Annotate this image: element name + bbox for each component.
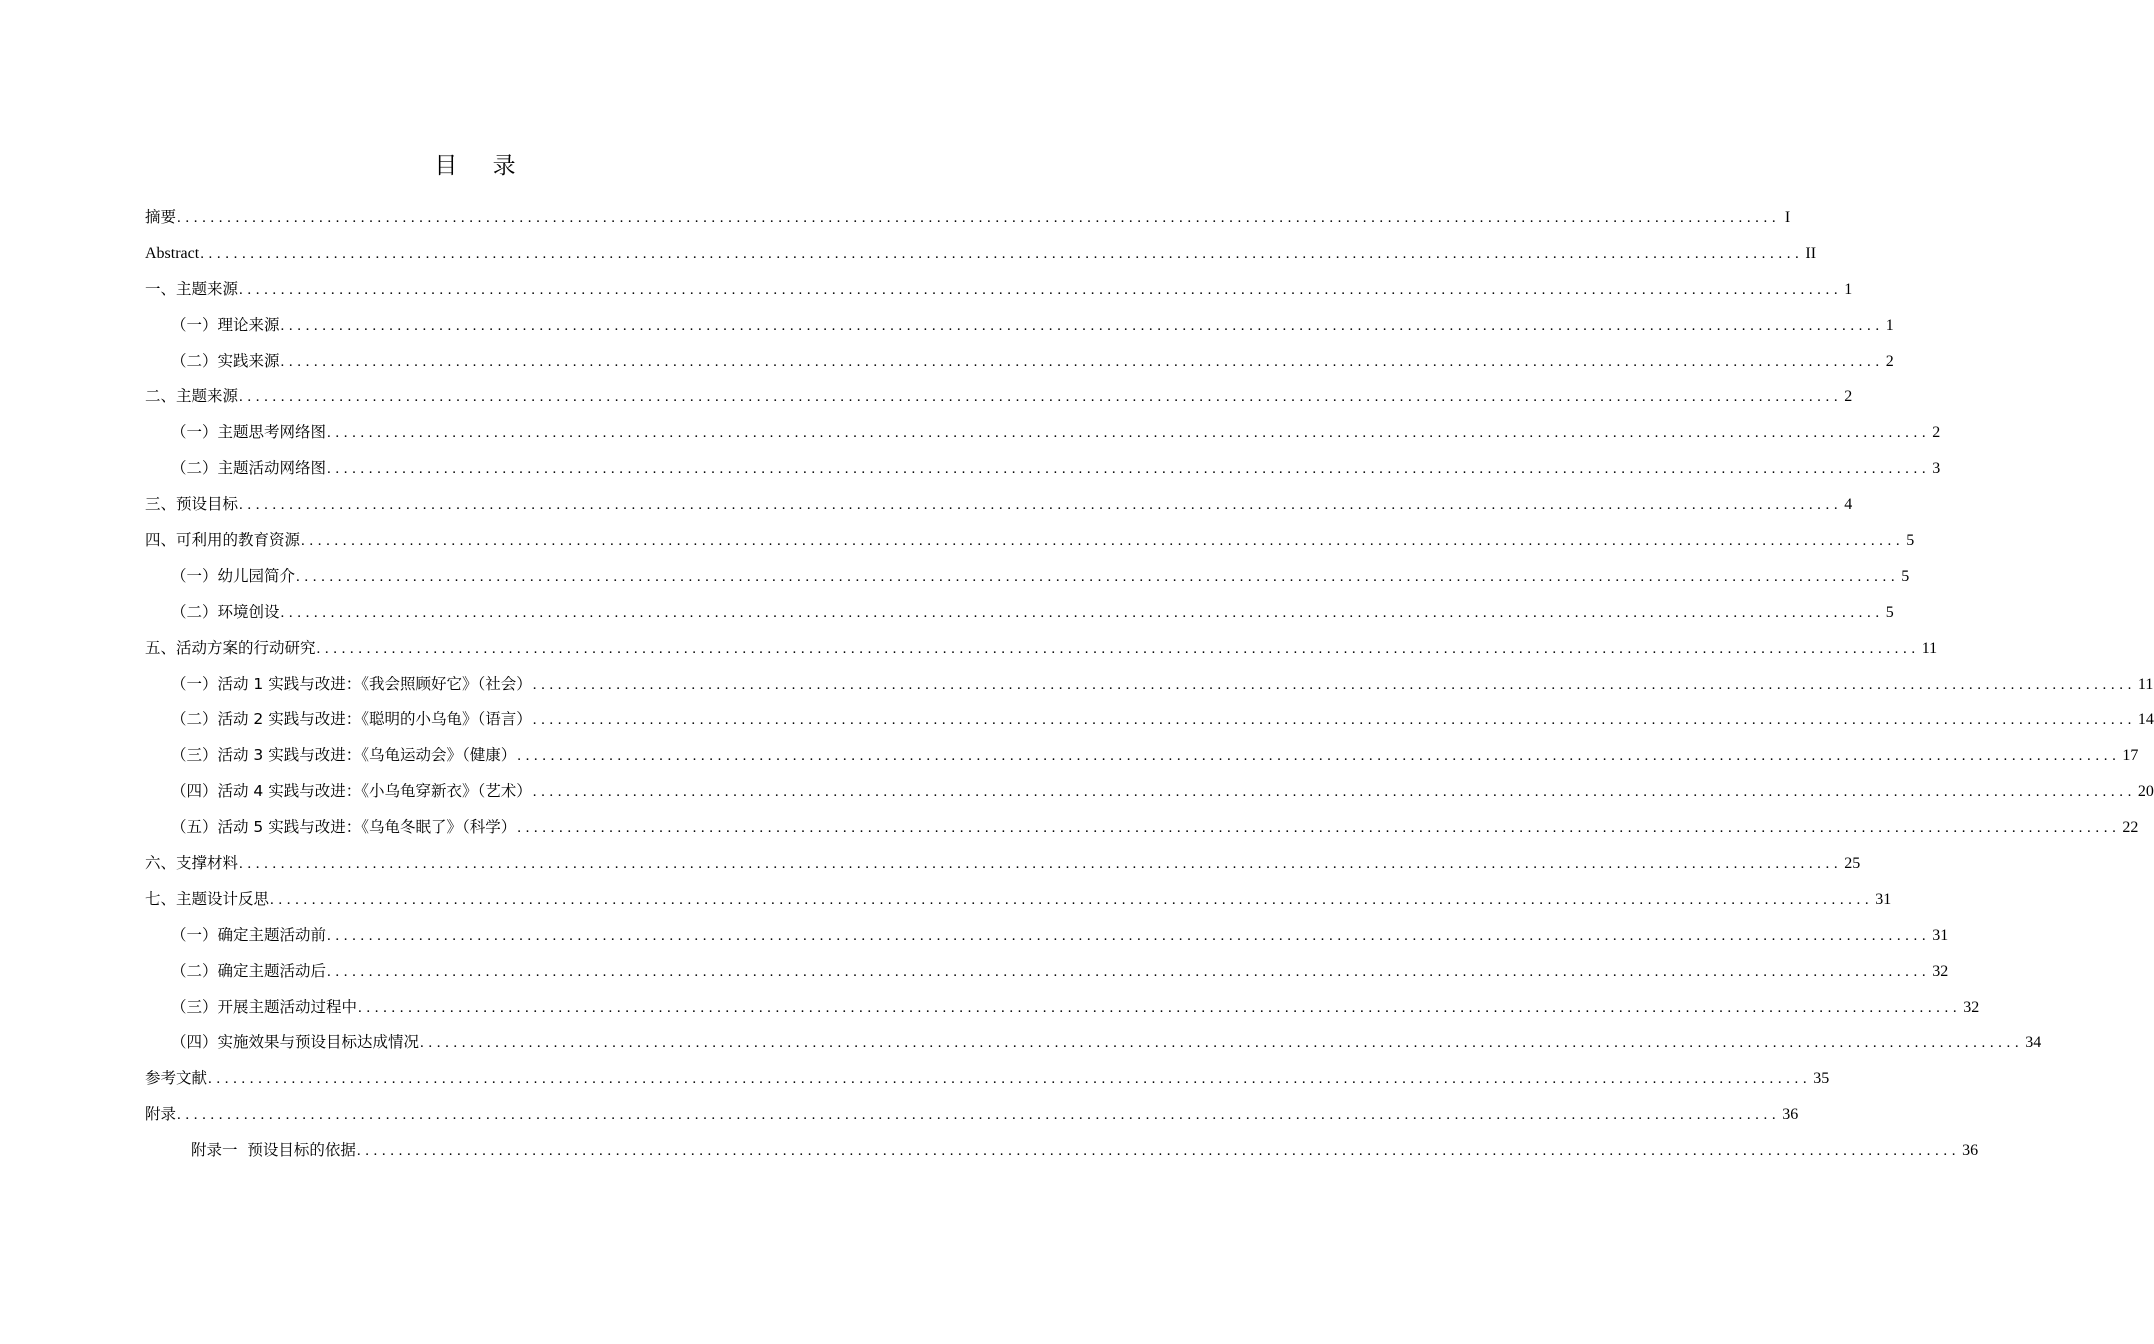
toc-entry-label: 参考文献 [145,1069,208,1088]
toc-entry-section-2[interactable] [145,379,1853,415]
toc-entry-page: 32 [1932,962,1949,980]
toc-entry-page: 20 [2137,783,2154,801]
toc-leader-dots: ................................................................................................................................................................................................ [532,676,2136,693]
toc-leader-dots: ................................................................................................................................................................................................ [177,210,1781,226]
toc-entry-page: I [1784,209,1791,226]
toc-entry-label: 四、可利用的教育资源 [145,531,301,550]
toc-entry-section-3[interactable] [145,487,1853,523]
toc-entry-page: 2 [1932,424,1941,442]
toc-entry-page: 11 [2137,675,2154,693]
toc-leader-dots: ................................................................................................................................................................................................ [280,317,1884,334]
toc-entry-label: 三、预设目标 [145,495,239,514]
toc-leader-dots: ................................................................................................................................................................................................ [532,784,2136,801]
toc-entry-label: （二）实践来源 [171,351,280,370]
toc-entry-section-4[interactable] [145,523,1915,559]
toc-entry-appendix[interactable] [145,1097,1799,1133]
toc-entry-page: 1 [1844,280,1853,298]
toc-entry-page: 34 [2025,1034,2042,1052]
toc-leader-dots: ................................................................................................................................................................................................ [316,640,1920,657]
toc-entry-label: （一）主题思考网络图 [171,423,327,442]
toc-entry-page: 5 [1906,532,1915,550]
toc-leader-dots: ................................................................................................................................................................................................ [177,1107,1781,1124]
toc-entry-page: 25 [1844,855,1861,873]
toc-entry-label: （一）幼儿园简介 [171,566,296,585]
toc-entry-section-7-2[interactable] [145,954,1949,990]
toc-leader-dots: ................................................................................................................................................................................................ [358,999,1962,1016]
toc-entry-page: 11 [1921,639,1938,657]
toc-entry-page: 3 [1932,460,1941,478]
toc-entry-abstract-cn[interactable] [145,200,1791,236]
toc-leader-dots: ................................................................................................................................................................................................ [327,927,1931,944]
toc-entry-page: 36 [1962,1142,1979,1160]
toc-entry-page: 22 [2122,819,2139,837]
toc-entry-label: （二）环境创设 [171,602,280,621]
toc-entry-page: 2 [1844,388,1853,406]
toc-entry-abstract-en[interactable] [145,236,1817,272]
toc-entry-section-2-1[interactable] [145,415,1941,451]
toc-entry-label: （二）主题活动网络图 [171,459,327,478]
toc-entry-page: 31 [1932,926,1949,944]
toc-entry-label: （一）活动 1 实践与改进：《我会照顾好它》（社会） [171,674,532,693]
toc-leader-dots: ................................................................................................................................................................................................ [239,497,1843,514]
toc-entry-label: 六、支撑材料 [145,854,239,873]
toc-entry-page: 32 [1963,998,1980,1016]
toc-entry-section-5-3[interactable] [145,738,2139,774]
toc-entry-label: Abstract [145,244,200,262]
table-of-contents [145,200,2154,1169]
toc-leader-dots: ................................................................................................................................................................................................ [517,748,2121,765]
toc-entry-label: （二）活动 2 实践与改进：《聪明的小乌龟》（语言） [171,710,532,729]
toc-entry-page: 17 [2122,747,2139,765]
toc-entry-label: 二、主题来源 [145,387,239,406]
toc-leader-dots: ................................................................................................................................................................................................ [327,461,1931,478]
toc-leader-dots: ................................................................................................................................................................................................ [301,533,1905,550]
toc-leader-dots: ................................................................................................................................................................................................ [239,856,1843,873]
toc-entry-label: （三）开展主题活动过程中 [171,997,358,1016]
toc-entry-label: （二）确定主题活动后 [171,961,327,980]
toc-entry-label: 摘要 [145,208,177,226]
toc-entry-label: （一）确定主题活动前 [171,925,327,944]
toc-entry-label: 附录一 预设目标的依据 [191,1141,356,1160]
toc-entry-label: （一）理论来源 [171,315,280,334]
toc-entry-section-4-2[interactable] [145,595,1894,631]
toc-leader-dots: ................................................................................................................................................................................................ [239,389,1843,406]
toc-leader-dots: ................................................................................................................................................................................................ [532,712,2136,729]
toc-leader-dots: ................................................................................................................................................................................................ [327,963,1931,980]
page-title: 目 录 [434,153,530,179]
toc-leader-dots: ................................................................................................................................................................................................ [270,891,1874,908]
toc-entry-label: （五）活动 5 实践与改进：《乌龟冬眠了》（科学） [171,818,517,837]
toc-entry-section-5[interactable] [145,631,1938,667]
toc-entry-section-7-4[interactable] [145,1025,2042,1061]
toc-entry-page: II [1805,244,1817,262]
toc-entry-section-7-3[interactable] [145,990,1980,1026]
toc-leader-dots: ................................................................................................................................................................................................ [200,245,1804,262]
toc-entry-section-7-1[interactable] [145,918,1949,954]
toc-leader-dots: ................................................................................................................................................................................................ [420,1035,2024,1052]
toc-entry-page: 5 [1885,603,1894,621]
toc-entry-label: （三）活动 3 实践与改进：《乌龟运动会》（健康） [171,746,517,765]
toc-entry-page: 4 [1844,496,1853,514]
toc-entry-page: 14 [2137,711,2154,729]
toc-leader-dots: ................................................................................................................................................................................................ [280,353,1884,370]
toc-leader-dots: ................................................................................................................................................................................................ [296,568,1900,585]
toc-entry-label: 附录 [145,1105,177,1124]
toc-entry-section-4-1[interactable] [145,559,1910,595]
toc-entry-section-2-2[interactable] [145,451,1941,487]
toc-entry-label: （四）实施效果与预设目标达成情况 [171,1033,420,1052]
toc-entry-page: 35 [1813,1070,1830,1088]
toc-entry-references[interactable] [145,1061,1830,1097]
toc-entry-page: 36 [1782,1106,1799,1124]
toc-entry-section-5-4[interactable] [145,774,2154,810]
toc-leader-dots: ................................................................................................................................................................................................ [208,1071,1812,1088]
toc-entry-section-6[interactable] [145,846,1861,882]
toc-entry-section-1-2[interactable] [145,344,1894,380]
toc-entry-section-5-1[interactable] [145,667,2154,703]
toc-leader-dots: ................................................................................................................................................................................................ [356,1143,1961,1160]
toc-entry-page: 31 [1875,890,1892,908]
toc-entry-page: 5 [1901,567,1910,585]
toc-entry-appendix-1[interactable] [145,1133,1979,1169]
toc-entry-section-5-2[interactable] [145,702,2154,738]
toc-entry-section-5-5[interactable] [145,810,2139,846]
toc-entry-page: 2 [1885,352,1894,370]
toc-entry-section-7[interactable] [145,882,1892,918]
toc-leader-dots: ................................................................................................................................................................................................ [239,281,1843,298]
toc-entry-label: 七、主题设计反思 [145,889,270,908]
toc-entry-section-1-1[interactable] [145,308,1894,344]
toc-leader-dots: ................................................................................................................................................................................................ [327,425,1931,442]
toc-leader-dots: ................................................................................................................................................................................................ [280,604,1884,621]
toc-leader-dots: ................................................................................................................................................................................................ [517,820,2121,837]
toc-entry-label: 五、活动方案的行动研究 [145,638,316,657]
toc-entry-label: 一、主题来源 [145,279,239,298]
toc-entry-section-1[interactable] [145,272,1853,308]
toc-entry-label: （四）活动 4 实践与改进：《小乌龟穿新衣》（艺术） [171,782,532,801]
toc-entry-page: 1 [1885,316,1894,334]
